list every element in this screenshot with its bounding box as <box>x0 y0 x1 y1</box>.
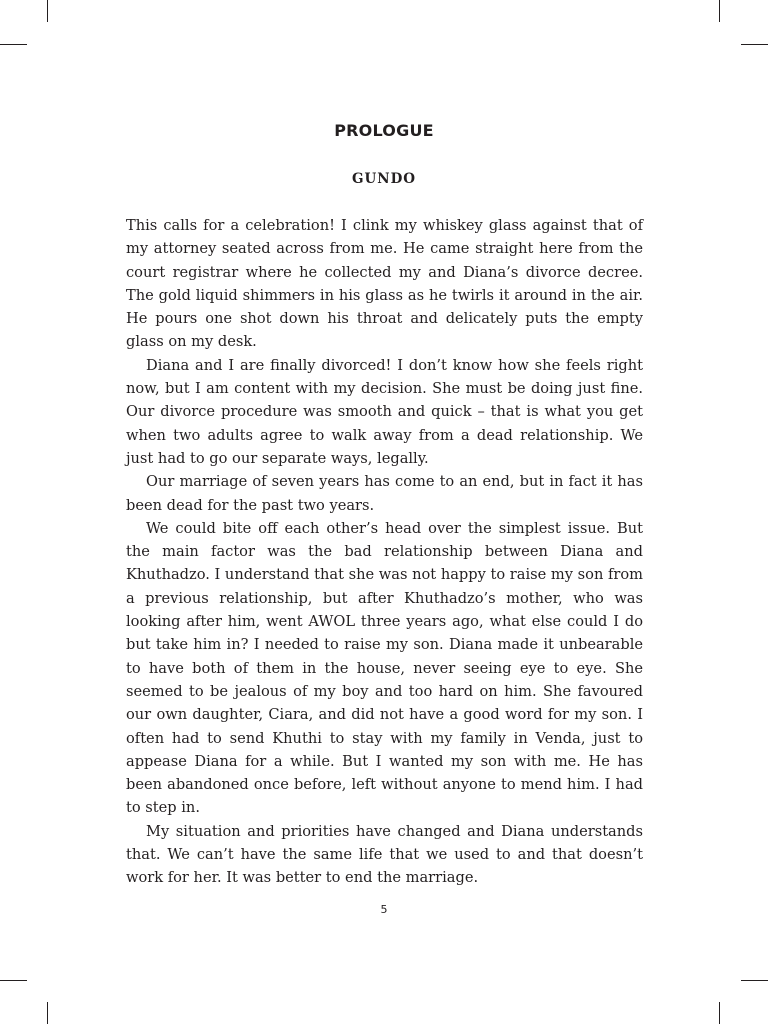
paragraph: This calls for a celebration! I clink my whiskey glass against that of my attorney seated across from me. He came straight here from the court registrar where he collected my and Diana’s divorce decree. The gold liquid shimmers in his glass as he twirls it around in the air. He pours one shot down his throat and delicately puts the empty glass on my desk. <box>126 217 643 351</box>
crop-mark-top-left-horizontal <box>0 44 27 45</box>
chapter-subtitle: GUNDO <box>351 171 417 187</box>
paragraph: Diana and I are finally divorced! I don’t know how she feels right now, but I am content with my decision. She must be doing just fine. Our divorce procedure was smooth and quick – that is what you get when two adults agree to walk away from a dead relationship. We just had to go our separate ways, legally. <box>126 356 643 467</box>
paragraph: My situation and priorities have changed and Diana understands that. We can’t have the same life that we used to and that doesn’t work for her. It was better to end the marriage. <box>126 822 643 887</box>
crop-mark-top-right-horizontal <box>741 44 768 45</box>
chapter-title: PROLOGUE <box>334 121 434 140</box>
crop-mark-top-right <box>719 0 720 22</box>
crop-mark-bottom-left <box>47 1002 48 1024</box>
paragraph: We could bite off each other’s head over the simplest issue. But the main factor was the bad relationship between Diana and Khuthadzo. I understand that she was not happy to raise my son from a previous relationship, but after Khuthadzo’s mother, who was looking after him, went AWOL three years ago, what else could I do but take him in? I needed to raise my son. Diana made it unbearable to have both of them in the house, never seeing eye to eye. She seemed to be jealous of my boy and too hard on him. She favoured our own daughter, Ciara, and did not have a good word for my son. I often had to send Khuthi to stay with my family in Venda, just to appease Diana for a while. But I wanted my son with me. He has been abandoned once before, left without anyone to mend him. I had to step in. <box>126 519 643 817</box>
crop-mark-bottom-right <box>719 1002 720 1024</box>
body-text <box>126 214 643 890</box>
crop-mark-bottom-left-horizontal <box>0 980 27 981</box>
crop-mark-top-left <box>47 0 48 22</box>
paragraph: Our marriage of seven years has come to an end, but in fact it has been dead for the past two years. <box>126 473 643 514</box>
crop-mark-bottom-right-horizontal <box>741 980 768 981</box>
page-number: 5 <box>380 903 388 916</box>
